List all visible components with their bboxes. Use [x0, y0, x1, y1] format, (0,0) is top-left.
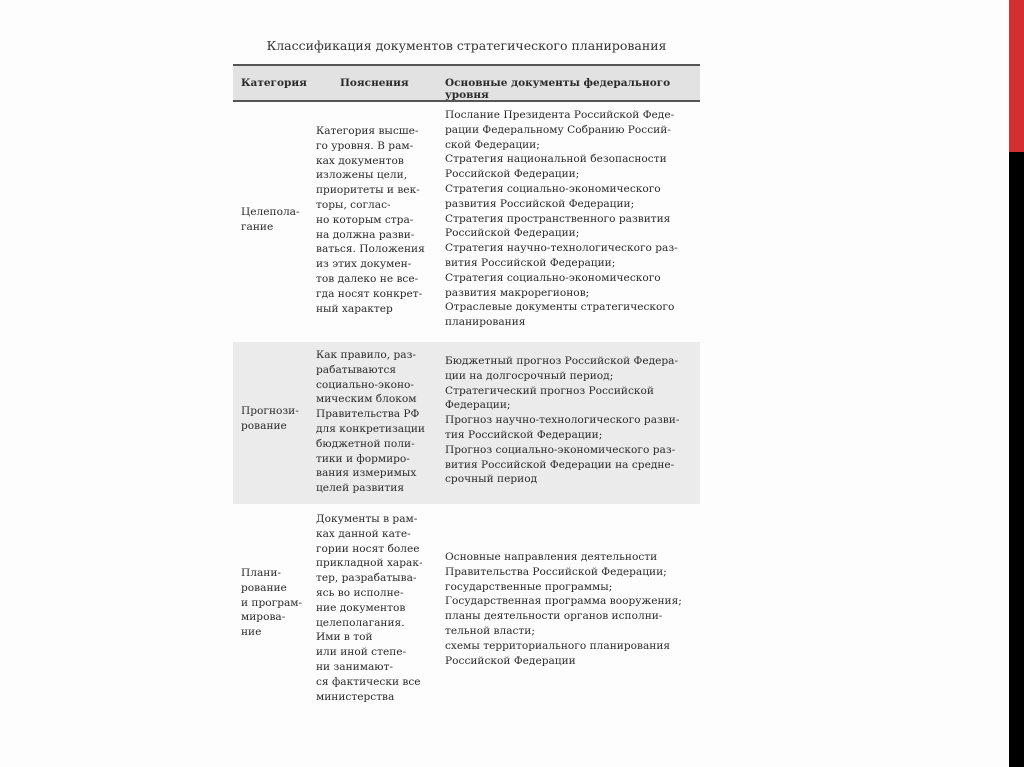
documents-cell: Основные направления деятельности Правительства Российской Федерации; государственные программы; Государственная программа вооружения; планы деятельности органов исполни- тельной власти; схемы территориального планирования Российской Федерации — [445, 551, 682, 667]
classification-table — [233, 64, 700, 714]
table-row — [233, 342, 700, 504]
documents-cell: Послание Президента Российской Феде- рации Федеральному Собранию Россий- ской Федерации; Стратегия национальной безопасности Российской Федерации; Стратегия социально-экономического развития Российской Федерации; Стратегия пространственного развития Российской Федерации; Стратегия научно-технологического раз- вития Российской Федерации; Стратегия социально-экономического развития макрорегионов; Отраслевые документы стратегического планирования — [445, 109, 678, 329]
category-cell: Плани- рование и програм- мирова- ние — [241, 567, 303, 639]
table-row — [233, 102, 700, 342]
explanation-cell: Документы в рам- ках данной кате- гории носят более прикладной харак- тер, разрабатыва- ясь во исполне- ние документов целеполагания. Ими в той или иной степе- ни занимают- ся фактически все министерства — [316, 513, 423, 703]
table-title: Классификация документов стратегического планирования — [266, 38, 667, 53]
accent-bar-black — [1009, 152, 1024, 767]
category-cell: Прогнози- рование — [241, 405, 299, 432]
explanation-cell: Категория высше- го уровня. В рам- ках документов изложены цели, приоритеты и век- торы, соглас- но которым стра- на должна разви- ваться. Положения из этих докумен- тов далеко не все- гда носят конкрет- ный характер — [316, 125, 425, 315]
header-category: Категория — [241, 77, 307, 89]
explanation-cell: Как правило, раз- рабатываются социально-эконо- мическим блоком Правительства РФ для конкретизации бюджетной поли- тики и формиро- вания измеримых целей развития — [316, 349, 425, 495]
table-header — [233, 64, 700, 102]
accent-bar-red — [1009, 0, 1024, 152]
header-documents: Основные документы федерального уровня — [445, 77, 671, 101]
table-row — [233, 504, 700, 714]
category-cell: Целепола- гание — [241, 206, 300, 233]
header-explanation: Пояснения — [340, 77, 409, 89]
documents-cell: Бюджетный прогноз Российской Федера- ции на долгосрочный период; Стратегический прогноз Российской Федерации; Прогноз научно-технологического разви- тия Российской Федерации; Прогноз социально-экономического раз- вития Российской Федерации на средне- срочный период — [445, 355, 680, 486]
